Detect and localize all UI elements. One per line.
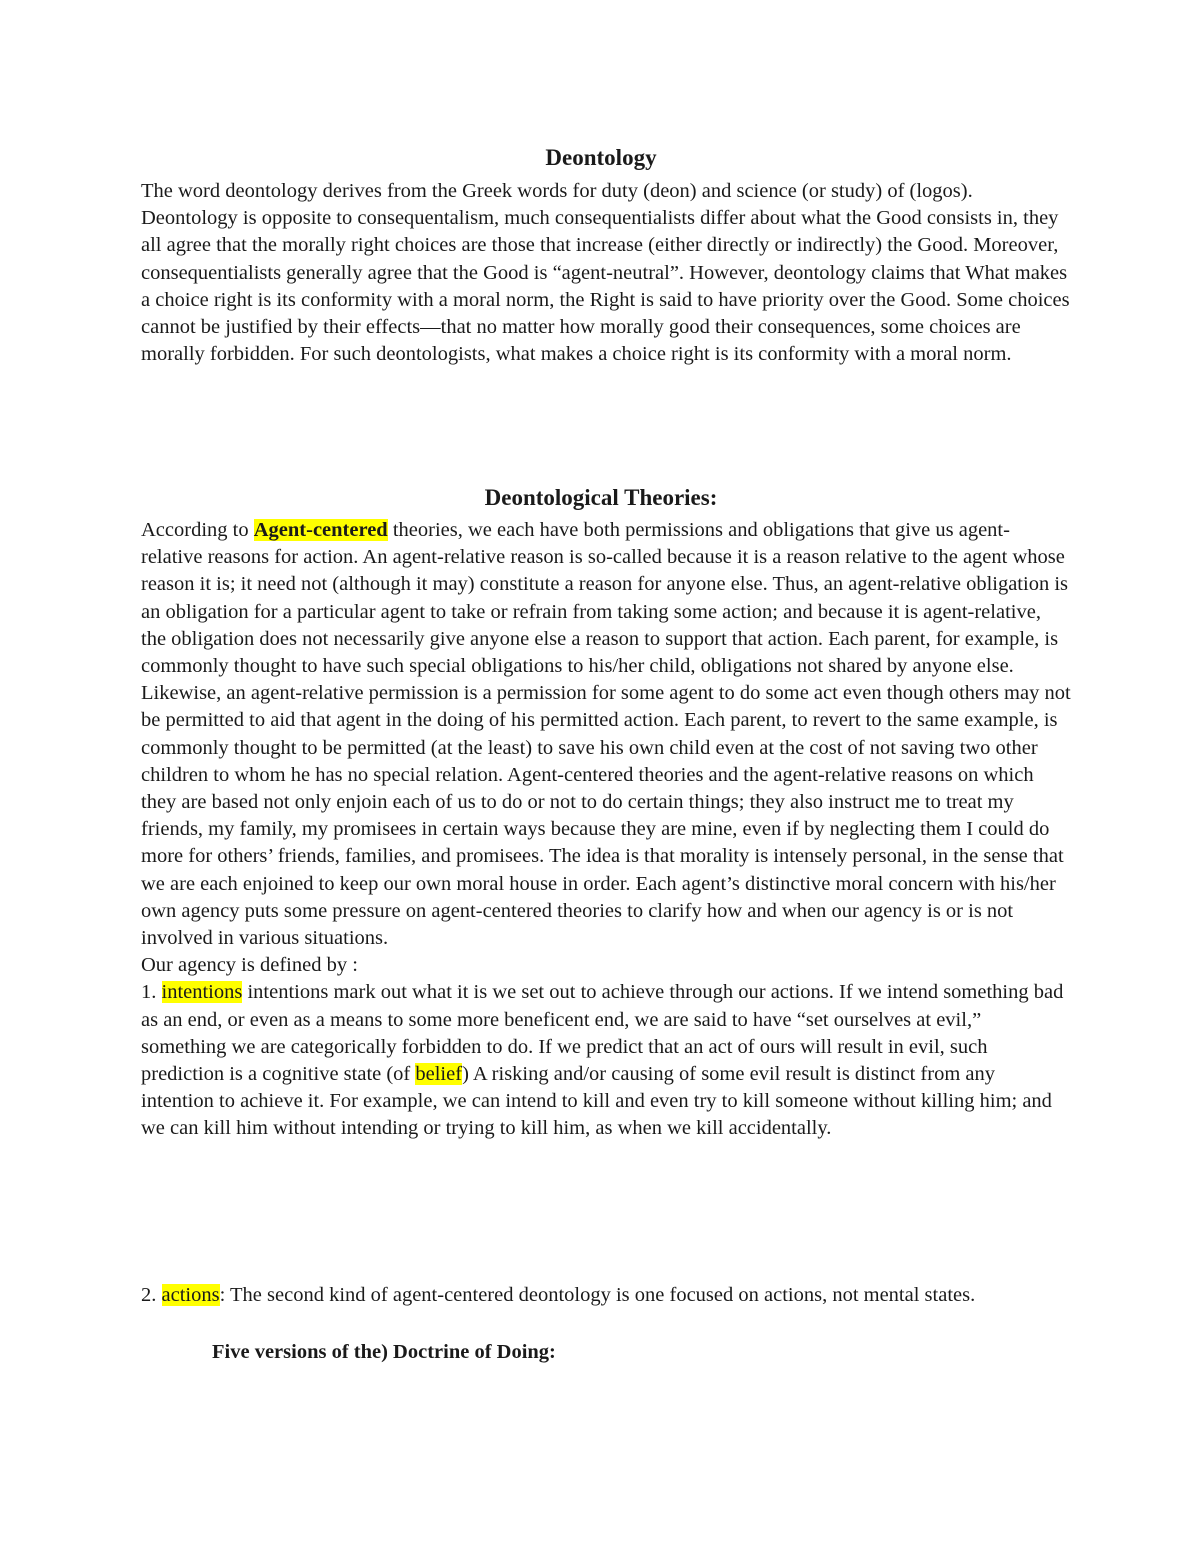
actions-paragraph — [141, 1282, 1071, 1309]
intro-prefix: According to — [141, 519, 254, 541]
item2-text: : The second kind of agent-centered deontology is one focused on actions, not mental states. — [219, 1284, 976, 1306]
agency-line: Our agency is defined by : — [141, 954, 358, 977]
doctrine-of-doing-heading: Five versions of the) Doctrine of Doing: — [212, 1341, 556, 1363]
deontology-paragraph: The word deontology derives from the Greek words for duty (deon) and science (or study) of (logos). Deontology is opposite to consequentalism, much consequentialists differ about what the Good consists in, they all agree that the morally right choices are those that increase (either directly or indirectly) the Good. Moreover, consequentialists generally agree that the Good is “agent-neutral”. However, deontology claims that What makes a choice right is its conformity with a moral norm, the Right is said to have priority over the Good. Some choices cannot be justified by their effects—that no matter how morally good their consequences, some choices are morally forbidden. For such deontologists, what makes a choice right is its conformity with a moral norm. — [141, 180, 1070, 366]
section-title-deontological-theories: Deontological Theories: — [484, 485, 718, 510]
agent-centered-paragraph — [141, 517, 1071, 1143]
highlight-intentions: intentions — [161, 981, 243, 1004]
item1-text-b: ) A risking and/or causing of some evil result is distinct from any intention to achieve it. For example, we can intend to kill and even try to kill someone without killing him; and we can kill him without intending or trying to kill him, as when we kill accidentally. — [141, 1063, 1052, 1140]
item1-number: 1. — [141, 981, 162, 1004]
highlight-belief: belief — [415, 1063, 463, 1086]
intro-body: theories, we each have both permissions and obligations that give us agent-relative reasons for action. An agent-relative reason is so-called because it is a reason relative to the agent whose reason it is; it need not (although it may) constitute a reason for anyone else. Thus, an agent-relative obligation is an obligation for a particular agent to take or refrain from taking some action; and because it is agent-relative, the obligation does not necessarily give anyone else a reason to support that action. Each parent, for example, is commonly thought to have such special obligations to his/her child, obligations not shared by anyone else. Likewise, an agent-relative permission is a permission for some agent to do some act even though others may not be permitted to aid that agent in the doing of his permitted action. Each parent, to revert to the same example, is commonly thought to be permitted (at the least) to save his own child even at the cost of not saving two other children to whom he has no special relation. Agent-centered theories and the agent-relative reasons on which they are based not only enjoin each of us to do or not to do certain things; they also instruct me to treat my friends, my family, my promisees in certain ways because they are mine, even if by neglecting them I could do more for others’ friends, families, and promisees. The idea is that morality is intensely personal, in the sense that we are each enjoined to keep our own moral house in order. Each agent’s distinctive moral concern with his/her own agency puts some pressure on agent-centered theories to clarify how and when our agency is or is not involved in various situations. — [141, 519, 1071, 950]
section-title-deontology: Deontology — [545, 145, 657, 170]
highlight-actions: actions — [161, 1284, 220, 1306]
item2-number: 2. — [141, 1284, 162, 1306]
item1-text-a: intentions mark out what it is we set out to achieve through our actions. If we intend something bad as an end, or even as a means to some more beneficent end, we are said to have “set ourselves at evil,” something we are categorically forbidden to do. If we predict that an act of ours will result in evil, such prediction is a cognitive state (of — [141, 981, 1064, 1086]
highlight-agent-centered: Agent-centered — [253, 519, 388, 541]
